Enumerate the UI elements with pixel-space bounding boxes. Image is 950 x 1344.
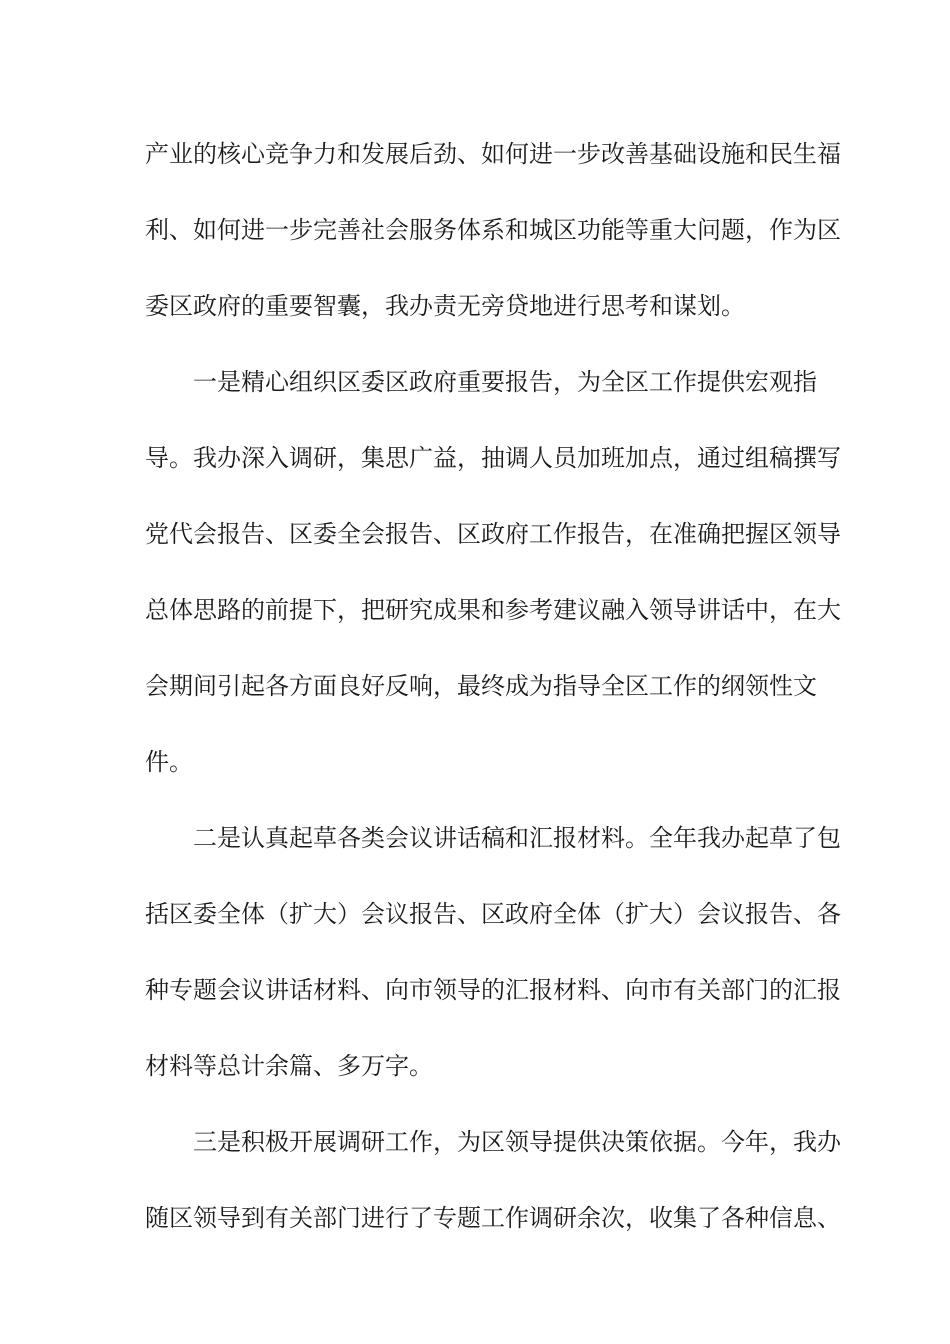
text-line: 委区政府的重要智囊，我办责无旁贷地进行思考和谋划。 xyxy=(145,292,745,320)
paragraph-start-line: 二是认真起草各类会议讲话稿和汇报材料。全年我办起草了包 xyxy=(193,824,841,852)
text-line: 利、如何进一步完善社会服务体系和城区功能等重大问题，作为区 xyxy=(145,216,841,244)
text-line: 种专题会议讲话材料、向市领导的汇报材料、向市有关部门的汇报 xyxy=(145,976,841,1004)
text-line: 会期间引起各方面良好反响，最终成为指导全区工作的纲领性文 xyxy=(145,672,817,700)
text-line: 总体思路的前提下，把研究成果和参考建议融入领导讲话中，在大 xyxy=(145,596,841,624)
text-line: 导。我办深入调研，集思广益，抽调人员加班加点，通过组稿撰写 xyxy=(145,444,841,472)
paragraph-start-line: 三是积极开展调研工作，为区领导提供决策依据。今年，我办 xyxy=(193,1128,841,1156)
paragraph-start-line: 一是精心组织区委区政府重要报告，为全区工作提供宏观指 xyxy=(193,368,817,396)
text-line: 材料等总计余篇、多万字。 xyxy=(145,1052,433,1080)
text-line: 随区领导到有关部门进行了专题工作调研余次，收集了各种信息、 xyxy=(145,1204,841,1232)
text-line: 括区委全体（扩大）会议报告、区政府全体（扩大）会议报告、各 xyxy=(145,900,841,928)
text-line: 产业的核心竞争力和发展后劲、如何进一步改善基础设施和民生福 xyxy=(145,140,841,168)
text-line: 党代会报告、区委全会报告、区政府工作报告，在准确把握区领导 xyxy=(145,520,841,548)
text-line: 件。 xyxy=(145,748,193,776)
